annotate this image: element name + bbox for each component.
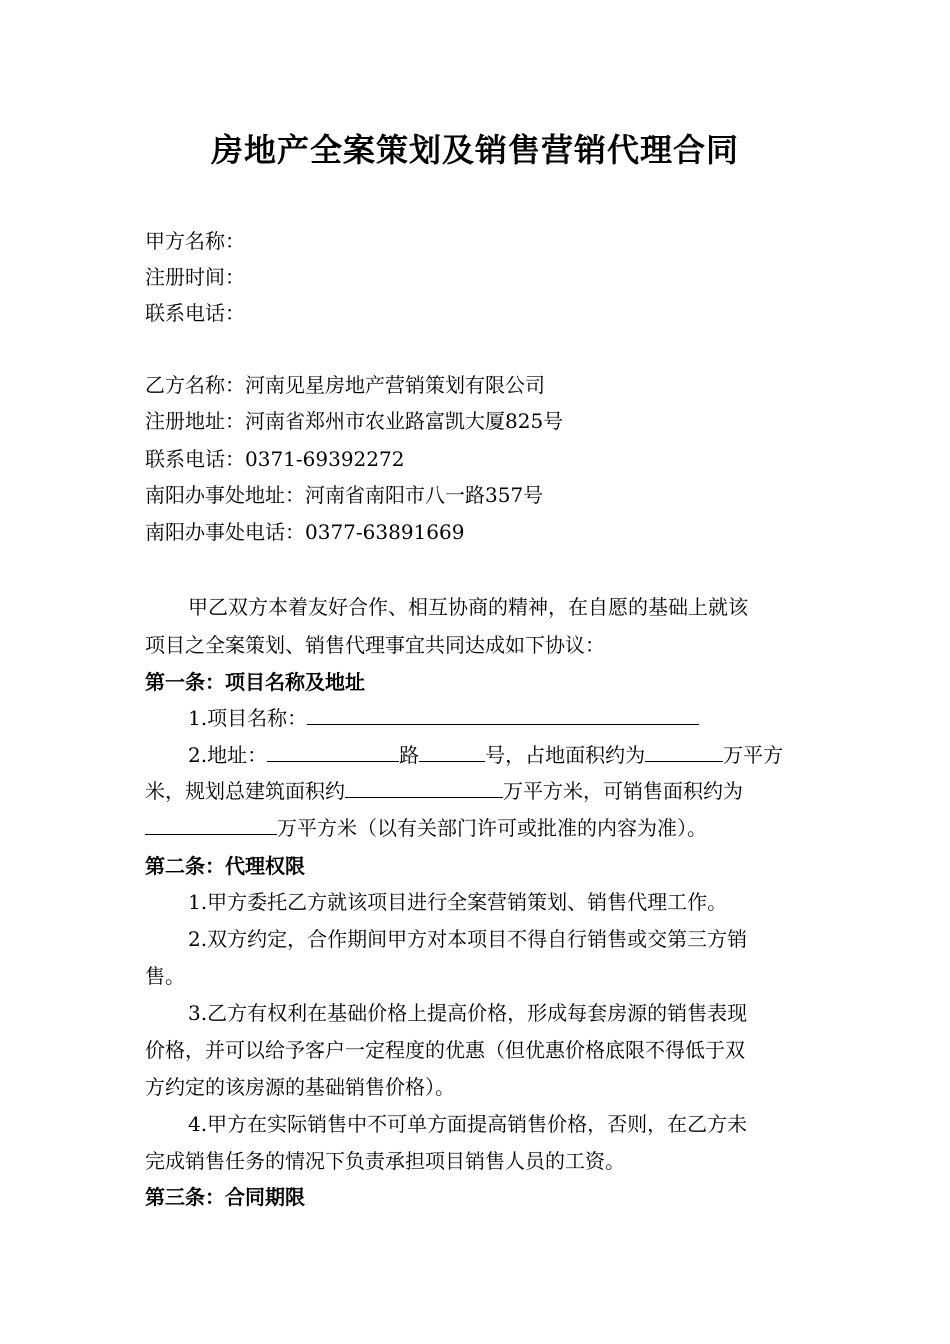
article-1-item-2-line-1 — [188, 737, 783, 773]
article-2-item-2-line-1: 2.双方约定，合作期间甲方对本项目不得自行销售或交第三方销 — [188, 927, 748, 951]
article-2-item-2-line-2: 售。 — [145, 964, 185, 988]
intro-line-2: 项目之全案策划、销售代理事宜共同达成如下协议： — [145, 633, 605, 657]
land-area-label: 号，占地面积约为 — [485, 743, 646, 767]
document-title: 房地产全案策划及销售营销代理合同 — [210, 131, 739, 169]
party-b-address-value: 河南省郑州市农业路富凯大厦825号 — [245, 409, 564, 433]
road-blank — [267, 739, 399, 762]
party-b-name-value: 河南见星房地产营销策划有限公司 — [245, 373, 545, 397]
party-b-address-row — [145, 403, 563, 439]
nanyang-office-address-value: 河南省南阳市八一路357号 — [305, 483, 544, 507]
party-a-phone-label: 联系电话： — [145, 301, 245, 325]
party-b-phone-row — [145, 441, 404, 477]
address-label: 2.地址： — [188, 743, 268, 767]
land-area-blank — [645, 739, 723, 762]
party-a-phone-row — [145, 295, 245, 331]
nanyang-office-phone-row — [145, 514, 464, 550]
nanyang-office-address-label: 南阳办事处地址： — [145, 483, 305, 507]
article-2-item-3-line-1: 3.乙方有权利在基础价格上提高价格，形成每套房源的销售表现 — [188, 1001, 748, 1025]
article-2-item-3-line-2: 价格，并可以给予客户一定程度的优惠（但优惠价格底限不得低于双 — [145, 1038, 745, 1062]
article-1-item-1 — [188, 700, 699, 736]
article-2-heading: 第二条：代理权限 — [145, 854, 305, 878]
road-label: 路 — [399, 743, 420, 767]
party-a-name-label: 甲方名称： — [145, 229, 245, 253]
party-b-phone-value: 0371-69392272 — [245, 447, 405, 471]
party-b-phone-label: 联系电话： — [145, 447, 245, 471]
saleable-area-label: 万平方米，可销售面积约为 — [503, 779, 743, 803]
nanyang-office-phone-value: 0377-63891669 — [305, 520, 465, 544]
article-1-item-2-line-3 — [145, 810, 707, 846]
building-area-blank — [345, 775, 503, 798]
project-name-blank — [307, 702, 699, 725]
party-a-reg-time-row — [145, 259, 245, 295]
article-3-heading: 第三条：合同期限 — [145, 1185, 305, 1209]
party-b-name-row — [145, 367, 545, 403]
party-a-reg-time-label: 注册时间： — [145, 265, 245, 289]
article-1-item-2-line-2 — [145, 773, 743, 809]
project-name-label: 1.项目名称： — [188, 706, 308, 730]
saleable-area-unit-note: 万平方米（以有关部门许可或批准的内容为准）。 — [277, 816, 707, 840]
article-1-heading: 第一条：项目名称及地址 — [145, 670, 365, 694]
nanyang-office-address-row — [145, 477, 543, 513]
intro-line-1: 甲乙双方本着友好合作、相互协商的精神，在自愿的基础上就该 — [188, 595, 748, 619]
party-b-address-label: 注册地址： — [145, 409, 245, 433]
number-blank — [419, 739, 485, 762]
party-a-name-row — [145, 223, 245, 259]
article-2-item-1: 1.甲方委托乙方就该项目进行全案营销策划、销售代理工作。 — [188, 890, 728, 914]
nanyang-office-phone-label: 南阳办事处电话： — [145, 520, 305, 544]
land-area-unit: 万平方 — [723, 743, 784, 767]
party-b-name-label: 乙方名称： — [145, 373, 245, 397]
article-2-item-4-line-2: 完成销售任务的情况下负责承担项目销售人员的工资。 — [145, 1149, 625, 1173]
article-2-item-4-line-1: 4.甲方在实际销售中不可单方面提高销售价格，否则，在乙方未 — [188, 1112, 748, 1136]
building-area-label: 米，规划总建筑面积约 — [145, 779, 345, 803]
article-2-item-3-line-3: 方约定的该房源的基础销售价格）。 — [145, 1075, 455, 1099]
saleable-area-blank — [145, 812, 277, 835]
